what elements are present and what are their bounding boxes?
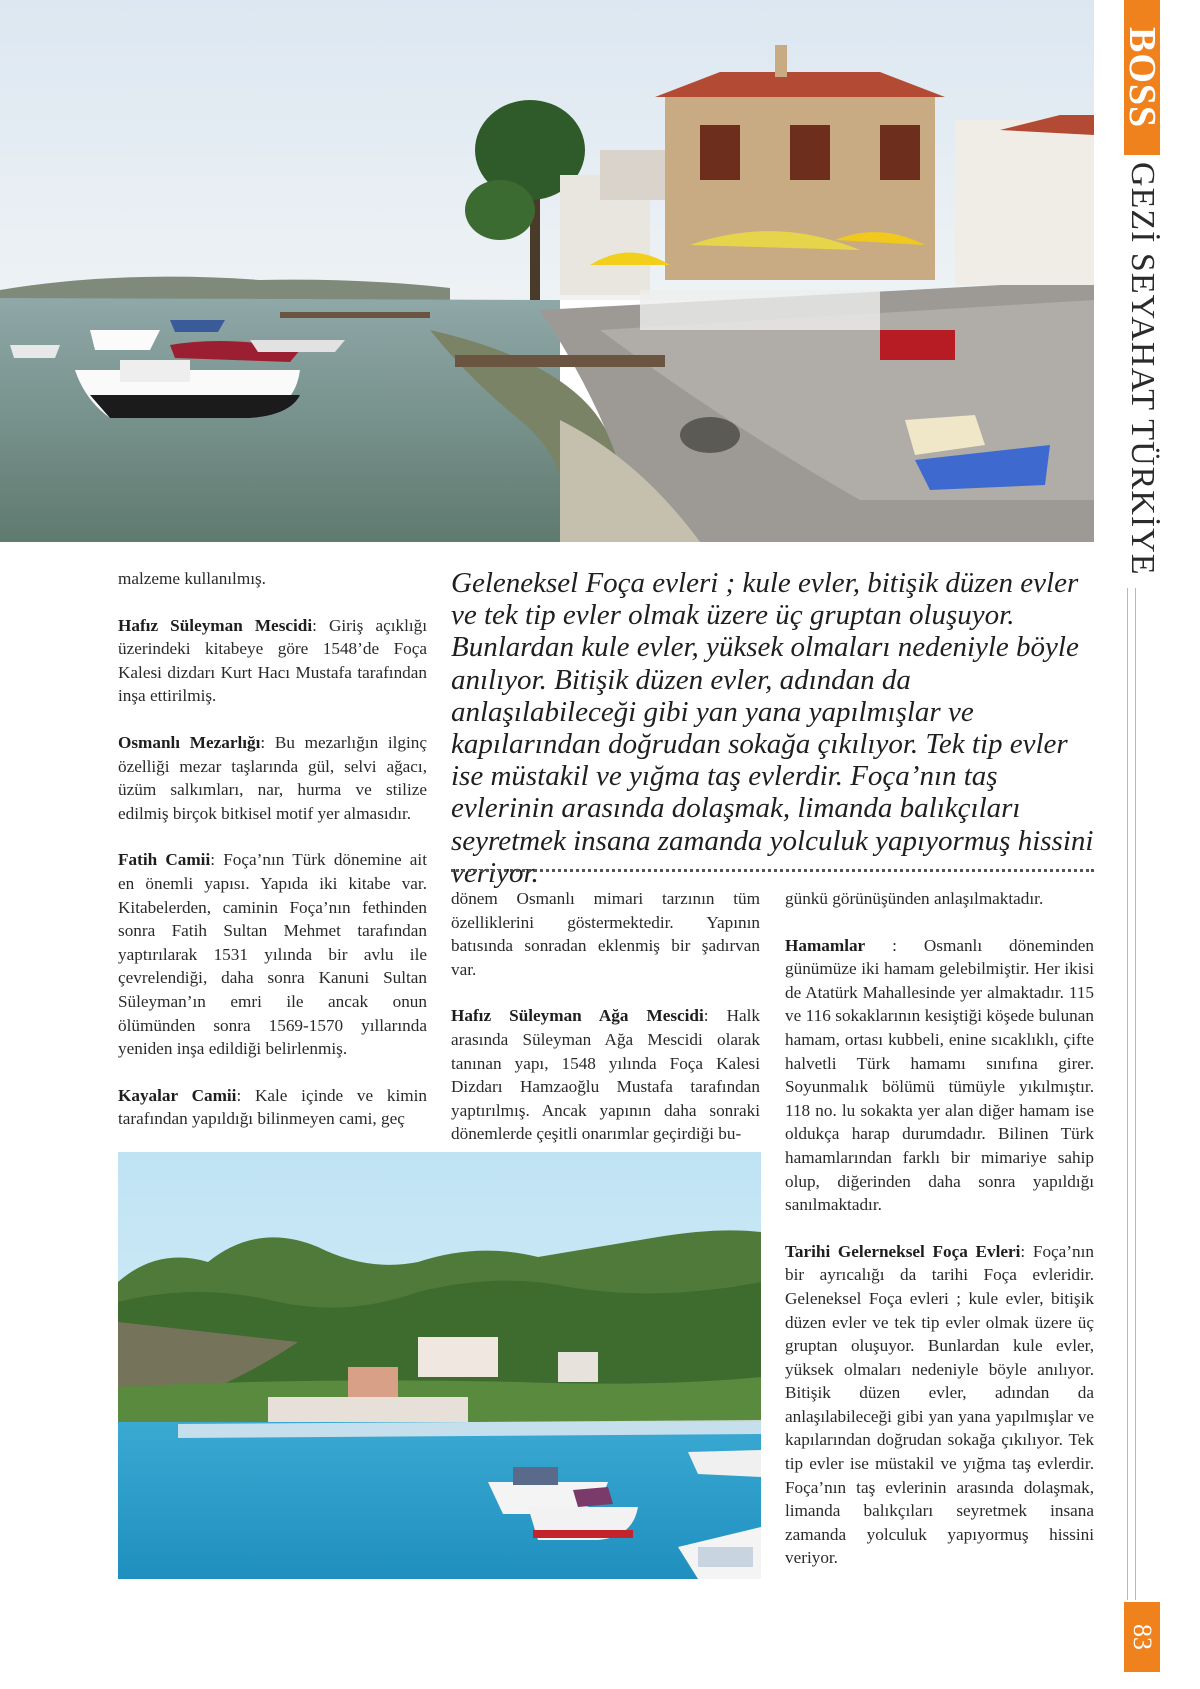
paragraph-text: : Kale içinde ve kimin tarafından yapıldığı bilinmeyen cami, geç bbox=[118, 1085, 428, 1129]
brand-label: BOSS bbox=[1121, 26, 1163, 129]
paragraph bbox=[785, 887, 1094, 911]
paragraph bbox=[118, 848, 427, 1060]
paragraph-text: malzeme kullanılmış. bbox=[118, 569, 266, 588]
paragraph-heading: Hafız Süleyman Mescidi bbox=[118, 615, 313, 635]
paragraph-heading: Tarihi Gelerneksel Foça Evleri bbox=[785, 1241, 1021, 1261]
paragraph bbox=[118, 731, 427, 825]
paragraph bbox=[118, 1084, 427, 1131]
text-column-1 bbox=[118, 567, 427, 1154]
paragraph-heading: Hafız Süleyman Ağa Mescidi bbox=[451, 1006, 704, 1026]
paragraph bbox=[785, 934, 1094, 1217]
paragraph bbox=[451, 887, 760, 981]
paragraph-heading: Fatih Camii bbox=[118, 850, 211, 870]
paragraph-heading: Hamamlar bbox=[785, 935, 866, 955]
quote-divider bbox=[451, 869, 1094, 872]
sidebar-rule bbox=[1127, 588, 1136, 1600]
page-number: 83 bbox=[1124, 1602, 1160, 1672]
paragraph-text: : Foça’nın Türk dönemine ait en önemli yapısı. Yapıda iki kitabe var. Kitabelerden, caminin Foça’nın fethinden sonra Fatih Sultan Mehmet tarafından yaptırılarak 1531 yılında bir avlu ile çevrelendiği, daha sonra Kanuni Sultan Süleyman’ın emri ile ancak onun ölümünden sonra 1569-1570 yıllarında yeniden inşa edildiği belirlenmiş. bbox=[118, 850, 427, 1059]
bay-photo bbox=[118, 1152, 761, 1579]
section-title: GEZİ SEYAHAT TÜRKİYE bbox=[1124, 162, 1161, 576]
paragraph bbox=[785, 1240, 1094, 1570]
paragraph-text: dönem Osmanlı mimari tarzının tüm özelliklerini göstermektedir. Yapının batısında sonradan eklenmiş bir şadırvan var. bbox=[451, 889, 760, 979]
paragraph-text: günkü görünüşünden anlaşılmaktadır. bbox=[785, 889, 1044, 908]
paragraph-heading: Osmanlı Mezarlığı bbox=[118, 732, 261, 752]
text-column-2 bbox=[451, 887, 760, 1169]
paragraph-heading: Kayalar Camii bbox=[118, 1085, 237, 1105]
paragraph-text: : Foça’nın bir ayrıcalığı da tarihi Foça evleridir. Geleneksel Foça evleri ; kule evler, bitişik düzen evler ve tek tip evler olmak üzere üç gruptan oluşuyor. Bunlardan kule evler, yüksek olmaları nedeniyle böyle anılıyor. Bitişik düzen evler, adından da anlaşılabileceği gibi yan yana yapılmışlar ve kapılarından doğrudan sokağa çıkılıyor. Tek tip evler ise müstakil ve yığma taş evlerdir. Foça’nın taş evlerinin arasında dolaşmak, limanda balıkçıları seyretmek insana zamanda yolculuk yapıyormuş hissini veriyor. bbox=[785, 1241, 1094, 1568]
harbor-photo bbox=[0, 0, 1094, 542]
paragraph-text: : Giriş açıklığı üzerindeki kitabeye göre 1548’de Foça Kalesi dizdarı Kurt Hacı Mustafa tarafından inşa ettirilmiş. bbox=[118, 615, 427, 706]
paragraph-text: : Osmanlı döneminden günümüze iki hamam gelebilmiştir. Her ikisi de Atatürk Mahallesinde yer almaktadır. 115 ve 116 sokaklarının kesiştiği köşede bulunan hamam, ortası kubbeli, enine sıcaklıklı, çifte halvetli Türk hamamı sınıfına girer. Soyunmalık bölümü tümüyle yıkılmıştır. 118 no. lu sokakta yer alan diğer hamam ise oldukça harap durumdadır. Bilinen Türk hamamlarından farklı bir mimariye sahip olup, diğerinden daha sonra yapıldığı sanılmaktadır. bbox=[785, 935, 1094, 1215]
paragraph bbox=[118, 567, 427, 591]
pull-quote: Geleneksel Foça evleri ; kule evler, bitişik düzen evler ve tek tip evler olmak üzere üç gruptan oluşuyor. Bunlardan kule evler, yüksek olmaları nedeniyle böyle anılıyor. Bitişik düzen evler, adından da anlaşılabileceği gibi yan yana yapılmışlar ve kapılarından doğrudan sokağa çıkılıyor. Tek tip evler ise müstakil ve yığma taş evlerdir. Foça’nın taş evlerinin arasında dolaşmak, limanda balıkçıları seyretmek insana zamanda yolculuk yapıyormuş hissini veriyor. bbox=[451, 567, 1094, 889]
paragraph-text: : Bu mezarlığın ilginç özelliği mezar taşlarında gül, selvi ağacı, üzüm salkımları, nar, hurma ve stilize edilmiş birçok bitkisel motif yer almasıdır. bbox=[118, 732, 428, 823]
text-column-3 bbox=[785, 887, 1094, 1593]
paragraph-text: : Halk arasında Süleyman Ağa Mescidi olarak tanınan yapı, 1548 yılında Foça Kalesi Dizdarı Hamzaoğlu Mustafa tarafından yaptırılmış. Ancak yapının daha sonraki dönemlerde çeşitli onarımlar geçirdiği bu- bbox=[451, 1006, 761, 1144]
paragraph bbox=[118, 614, 427, 708]
paragraph bbox=[451, 1004, 760, 1146]
